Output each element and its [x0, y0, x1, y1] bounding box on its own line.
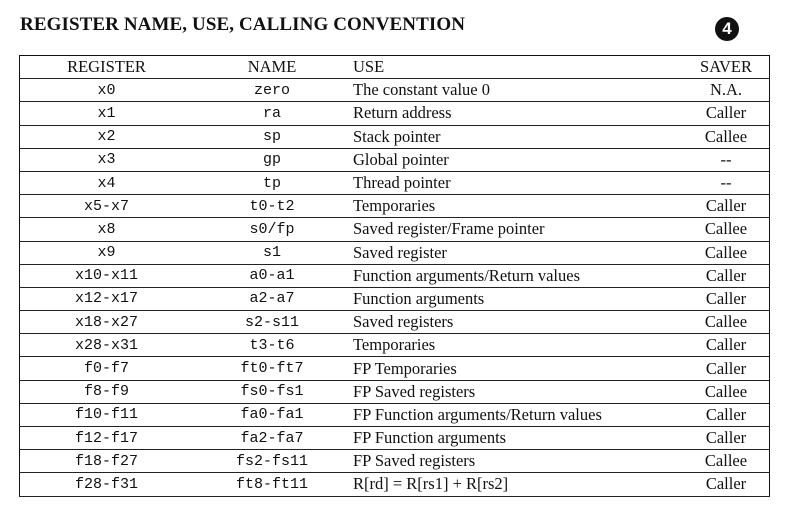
cell-name: fs2-fs11 — [193, 450, 351, 473]
cell-register: x5-x7 — [20, 195, 194, 218]
cell-use: Stack pointer — [351, 125, 683, 148]
cell-saver: Caller — [683, 102, 770, 125]
register-table — [19, 55, 770, 497]
cell-register: x4 — [20, 171, 194, 194]
cell-name: fs0-fs1 — [193, 380, 351, 403]
cell-saver: -- — [683, 171, 770, 194]
cell-use: Temporaries — [351, 195, 683, 218]
cell-name: a0-a1 — [193, 264, 351, 287]
header-saver: SAVER — [683, 56, 770, 79]
cell-name: zero — [193, 79, 351, 102]
cell-saver: Callee — [683, 380, 770, 403]
cell-use: FP Saved registers — [351, 450, 683, 473]
cell-name: fa0-fa1 — [193, 403, 351, 426]
cell-saver: Caller — [683, 334, 770, 357]
cell-register: f28-f31 — [20, 473, 194, 496]
cell-saver: Caller — [683, 403, 770, 426]
cell-name: fa2-fa7 — [193, 427, 351, 450]
cell-register: f8-f9 — [20, 380, 194, 403]
cell-saver: Caller — [683, 195, 770, 218]
cell-name: ft8-ft11 — [193, 473, 351, 496]
table-row — [20, 357, 770, 380]
cell-register: x8 — [20, 218, 194, 241]
cell-use: Temporaries — [351, 334, 683, 357]
cell-register: f0-f7 — [20, 357, 194, 380]
cell-saver: Caller — [683, 427, 770, 450]
table-row — [20, 311, 770, 334]
cell-use: Function arguments/Return values — [351, 264, 683, 287]
cell-use: Global pointer — [351, 148, 683, 171]
cell-name: t3-t6 — [193, 334, 351, 357]
cell-saver: -- — [683, 148, 770, 171]
cell-saver: Callee — [683, 241, 770, 264]
header-name: NAME — [193, 56, 351, 79]
cell-saver: Caller — [683, 357, 770, 380]
cell-use: R[rd] = R[rs1] + R[rs2] — [351, 473, 683, 496]
cell-register: f10-f11 — [20, 403, 194, 426]
cell-name: gp — [193, 148, 351, 171]
cell-use: Saved register — [351, 241, 683, 264]
cell-register: x28-x31 — [20, 334, 194, 357]
cell-saver: Callee — [683, 218, 770, 241]
cell-use: Return address — [351, 102, 683, 125]
table-row — [20, 450, 770, 473]
page-title: REGISTER NAME, USE, CALLING CONVENTION — [20, 14, 466, 35]
cell-name: s2-s11 — [193, 311, 351, 334]
table-row — [20, 403, 770, 426]
cell-name: sp — [193, 125, 351, 148]
table-row — [20, 148, 770, 171]
cell-use: Function arguments — [351, 287, 683, 310]
cell-register: f12-f17 — [20, 427, 194, 450]
cell-saver: N.A. — [683, 79, 770, 102]
cell-use: FP Temporaries — [351, 357, 683, 380]
section-number-badge: 4 — [715, 17, 739, 41]
cell-register: x0 — [20, 79, 194, 102]
table-row — [20, 427, 770, 450]
cell-name: ft0-ft7 — [193, 357, 351, 380]
table-row — [20, 264, 770, 287]
table-row — [20, 334, 770, 357]
table-header-row — [20, 56, 770, 79]
table-row — [20, 79, 770, 102]
table-row — [20, 473, 770, 496]
cell-use: Saved register/Frame pointer — [351, 218, 683, 241]
cell-saver: Callee — [683, 450, 770, 473]
cell-saver: Callee — [683, 125, 770, 148]
cell-register: x18-x27 — [20, 311, 194, 334]
cell-register: x1 — [20, 102, 194, 125]
cell-name: s0/fp — [193, 218, 351, 241]
cell-use: FP Function arguments/Return values — [351, 403, 683, 426]
cell-name: ra — [193, 102, 351, 125]
table-row — [20, 102, 770, 125]
cell-name: tp — [193, 171, 351, 194]
cell-register: x12-x17 — [20, 287, 194, 310]
table-row — [20, 287, 770, 310]
table-row — [20, 241, 770, 264]
cell-saver: Caller — [683, 473, 770, 496]
cell-saver: Caller — [683, 287, 770, 310]
table-row — [20, 125, 770, 148]
header-register: REGISTER — [20, 56, 194, 79]
table-row — [20, 218, 770, 241]
cell-use: Thread pointer — [351, 171, 683, 194]
cell-register: x3 — [20, 148, 194, 171]
header-use: USE — [351, 56, 683, 79]
cell-register: x10-x11 — [20, 264, 194, 287]
cell-use: The constant value 0 — [351, 79, 683, 102]
table-row — [20, 171, 770, 194]
cell-register: x9 — [20, 241, 194, 264]
cell-name: s1 — [193, 241, 351, 264]
cell-name: a2-a7 — [193, 287, 351, 310]
cell-register: x2 — [20, 125, 194, 148]
cell-register: f18-f27 — [20, 450, 194, 473]
cell-saver: Caller — [683, 264, 770, 287]
table-row — [20, 195, 770, 218]
cell-use: FP Saved registers — [351, 380, 683, 403]
table-row — [20, 380, 770, 403]
cell-name: t0-t2 — [193, 195, 351, 218]
cell-saver: Callee — [683, 311, 770, 334]
cell-use: Saved registers — [351, 311, 683, 334]
cell-use: FP Function arguments — [351, 427, 683, 450]
